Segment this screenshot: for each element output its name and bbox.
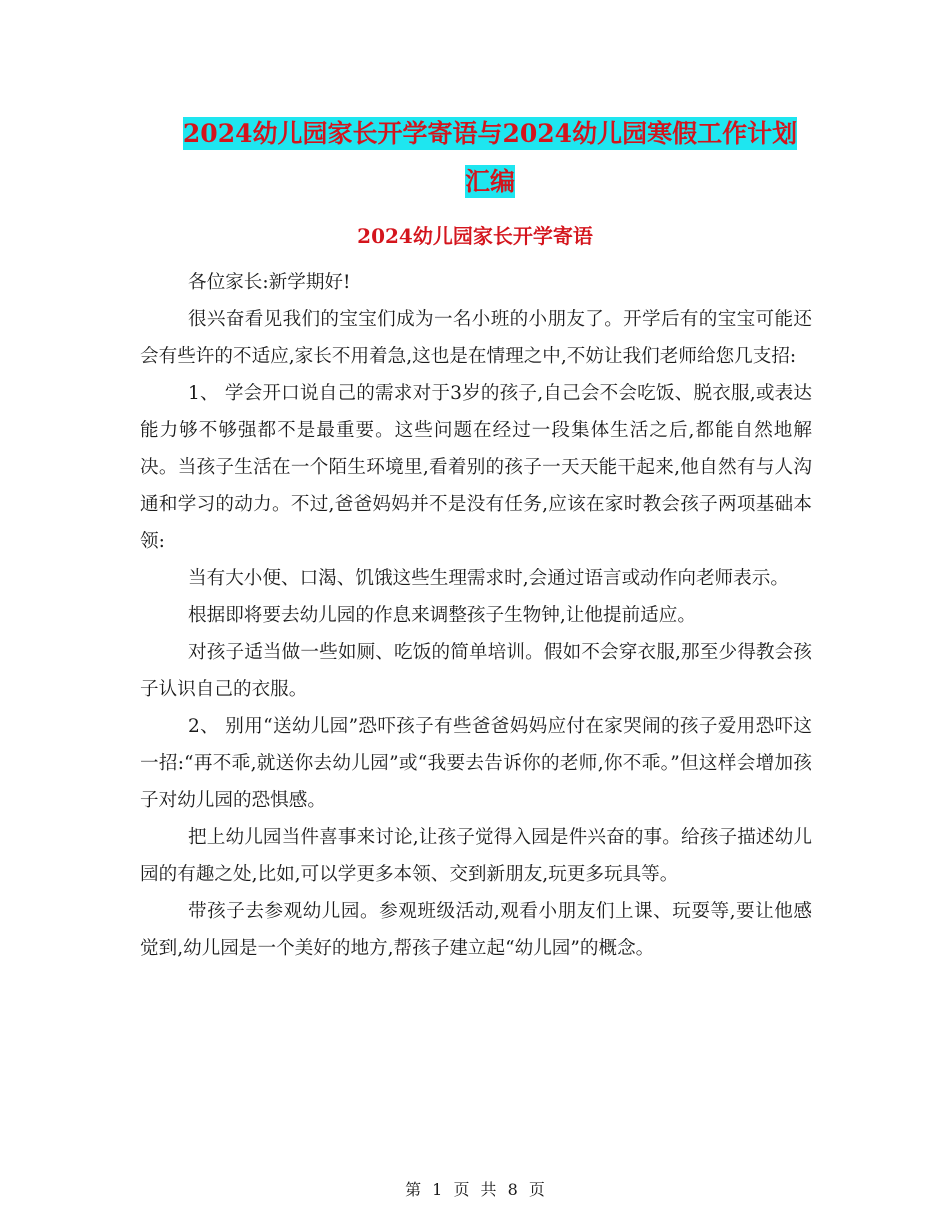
document-title-line-1: 2024幼儿园家长开学寄语与2024幼儿园寒假工作计划 xyxy=(182,119,798,148)
paragraph-tip-1-b: 根据即将要去幼儿园的作息来调整孩子生物钟,让他提前适应。 xyxy=(188,605,696,626)
section-title: 2024幼儿园家长开学寄语 xyxy=(357,224,593,248)
paragraph-intro: 很兴奋看见我们的宝宝们成为一名小班的小朋友了。开学后有的宝宝可能还会有些许的不适应,家长不用着急,这也是在情理之中,不妨让我们老师给您几支招: xyxy=(140,309,812,367)
paragraph-tip-1: 1、 学会开口说自己的需求对于3岁的孩子,自己会不会吃饭、脱衣服,或表达能力够不够强都不是最重要。这些问题在经过一段集体生活之后,都能自然地解决。当孩子生活在一个陌生环境里,看着别的孩子一天天能干起来,他自然有与人沟通和学习的动力。不过,爸爸妈妈并不是没有任务,应该在家时教会孩子两项基础本领: xyxy=(140,383,812,552)
document-title-line-2: 汇编 xyxy=(464,167,515,196)
paragraph-tip-2-a: 把上幼儿园当件喜事来讨论,让孩子觉得入园是件兴奋的事。给孩子描述幼儿园的有趣之处,比如,可以学更多本领、交到新朋友,玩更多玩具等。 xyxy=(140,827,812,885)
paragraph-greeting: 各位家长:新学期好! xyxy=(188,272,351,293)
page-footer: 第 1 页 共 8 页 xyxy=(405,1180,545,1199)
paragraph-tip-2: 2、 别用“送幼儿园”恐吓孩子有些爸爸妈妈应付在家哭闹的孩子爱用恐吓这一招:“再不乖,就送你去幼儿园”或“我要去告诉你的老师,你不乖。”但这样会增加孩子对幼儿园的恐惧感。 xyxy=(140,716,812,811)
document-title xyxy=(140,110,840,206)
paragraph-tip-2-b: 带孩子去参观幼儿园。参观班级活动,观看小朋友们上课、玩耍等,要让他感觉到,幼儿园是一个美好的地方,帮孩子建立起“幼儿园”的概念。 xyxy=(140,901,812,959)
document-body xyxy=(140,264,812,967)
paragraph-tip-1-a: 当有大小便、口渴、饥饿这些生理需求时,会通过语言或动作向老师表示。 xyxy=(188,568,789,589)
paragraph-tip-1-c: 对孩子适当做一些如厕、吃饭的简单培训。假如不会穿衣服,那至少得教会孩子认识自己的衣服。 xyxy=(140,642,812,700)
